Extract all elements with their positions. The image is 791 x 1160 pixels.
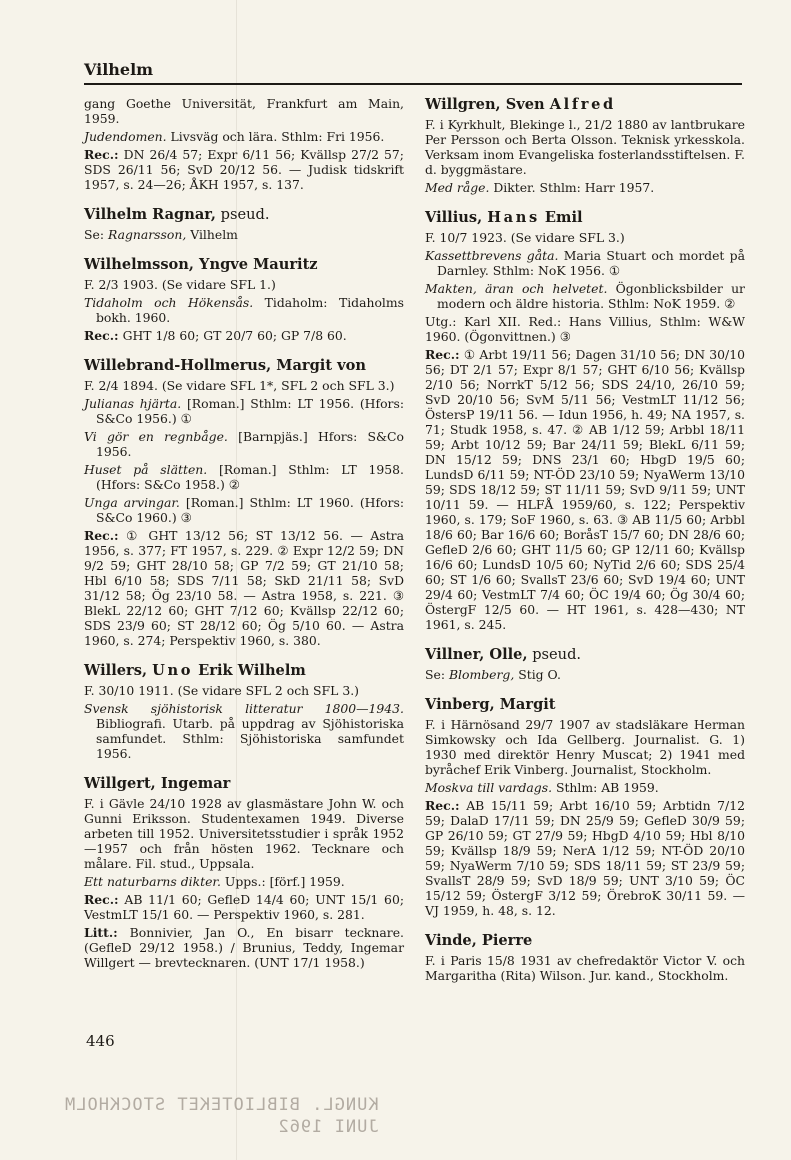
entry [84, 662, 404, 761]
name-text: Villner, Olle, [425, 646, 528, 663]
running-head: Vilhelm [84, 60, 154, 79]
entry [425, 696, 745, 918]
review-label: Rec.: [84, 328, 119, 343]
see-lead: Se: [425, 667, 445, 682]
work-title: Tidaholm och Hökensås. [84, 295, 254, 310]
review-list [84, 147, 404, 192]
name-part: Villius, [425, 209, 488, 226]
body-text: F. i Härnösand 29/7 1907 av stadsläkare Herman Simkowsky och Ida Gellberg. Journalist. G. 1) 1930 med direktör Henry Muscat; 2) 1941 med byråchef Erik Vinberg. Journalist, Stockholm. [425, 717, 745, 777]
review-label: Rec.: [84, 892, 119, 907]
name-text: Vilhelm Ragnar, [84, 206, 217, 223]
work-item [84, 429, 404, 459]
see-reference [425, 667, 745, 682]
work-title: Julianas hjärta. [84, 396, 182, 411]
entry [425, 96, 745, 195]
work-details: Maria Stuart och mordet på Darnley. Sthlm: NoK 1956. ① [437, 248, 745, 278]
name-text: Willgert, Ingemar [84, 775, 231, 792]
entry-name [425, 96, 745, 114]
body-text: F. 2/4 1894. (Se vidare SFL 1*, SFL 2 och SFL 3.) [84, 378, 395, 393]
work-item [84, 295, 404, 325]
name-text: Vinberg, Margit [425, 696, 556, 713]
review-label: Rec.: [84, 528, 119, 543]
entry [425, 646, 745, 682]
work-title: Makten, äran och helvetet. [425, 281, 608, 296]
work-item [84, 495, 404, 525]
work-item [84, 396, 404, 426]
review-text: GHT 1/8 60; GT 20/7 60; GP 7/8 60. [118, 328, 347, 343]
entry [84, 256, 404, 343]
body-text: F. i Paris 15/8 1931 av chefredaktör Victor V. och Margaritha (Rita) Wilson. Jur. kand., Stockholm. [425, 953, 745, 983]
see-rest: Stig O. [514, 667, 561, 682]
left-column [84, 96, 404, 984]
work-item [84, 874, 404, 889]
entry-name [425, 932, 745, 950]
work-details: Livsväg och lära. Sthlm: Fri 1956. [166, 129, 385, 144]
review-list [84, 892, 404, 922]
work-title: Vi gör en regnbåge. [84, 429, 228, 444]
review-list [84, 528, 404, 648]
entry [84, 206, 404, 242]
see-reference [84, 227, 404, 242]
entry-name [84, 256, 404, 274]
work-details: Ögonblicksbilder ur modern och äldre historia. Sthlm: NoK 1959. ② [437, 281, 745, 311]
entry [84, 775, 404, 970]
review-text: AB 11/1 60; GefleD 14/4 60; UNT 15/1 60; VestmLT 15/1 60. — Perspektiv 1960, s. 281. [84, 892, 404, 922]
name-text: Vinde, Pierre [425, 932, 533, 949]
name-suffix: pseud. [527, 646, 582, 663]
name-part: Alfred [549, 96, 616, 113]
stamp-line: KUNGL. BIBLIOTEKET STOCKHOLM [64, 1095, 379, 1115]
work-details: Dikter. Sthlm: Harr 1957. [489, 180, 655, 195]
review-text: ① GHT 13/12 56; ST 13/12 56. — Astra 1956, s. 377; FT 1957, s. 229. ② Expr 12/2 59; DN 9/2 59; GHT 28/10 58; GP 7/2 59; GT 21/10 58; Hbl 6/10 58; SDS 7/11 58; SkD 21/11 58; SvD 31/12 58; Ög 23/10 58. — Astra 1958, s. 221. ③ BlekL 22/12 60; GHT 7/12 60; Kvällsp 22/12 60; SDS 23/9 60; ST 28/12 60; Ög 5/10 60. — Astra 1960, s. 274; Perspektiv 1960, s. 380. [84, 528, 404, 648]
review-text: Bonnivier, Jan O., En bisarr tecknare. (GefleD 29/12 1958.) / Brunius, Teddy, Ingemar Willgert — brevtecknaren. (UNT 17/1 1958.) [84, 925, 404, 970]
entry-name [84, 775, 404, 793]
name-part: Hans [487, 209, 540, 226]
work-item [425, 281, 745, 311]
work-details: Upps.: [förf.] 1959. [220, 874, 345, 889]
entry-name [84, 206, 404, 224]
work-title: Huset på slätten. [84, 462, 208, 477]
body-text: F. 10/7 1923. (Se vidare SFL 3.) [425, 230, 625, 245]
work-item [425, 780, 745, 795]
work-title: Kassettbrevens gåta. [425, 248, 559, 263]
stamp-line: JUNI 1962 [277, 1117, 379, 1137]
name-part: Willers, [84, 662, 153, 679]
work-details: [Roman.] Sthlm: LT 1958. (Hfors: S&Co 1958.) ② [96, 462, 404, 492]
name-part: Willgren, Sven [425, 96, 550, 113]
name-part: Erik Wilhelm [193, 662, 306, 679]
right-column [425, 96, 745, 997]
see-target: Ragnarsson, [107, 227, 187, 242]
body-text: F. i Gävle 24/10 1928 av glasmästare John W. och Gunni Eriksson. Studentexamen 1949. Diverse arbeten till 1952. Universitetsstudier i språk 1952—1957 och från hösten 1962. Tecknare och målare. Fil. stud., Uppsala. [84, 796, 404, 871]
name-part: Uno [152, 662, 194, 679]
review-label: Rec.: [84, 147, 119, 162]
work-title: Moskva till vardags. [425, 780, 553, 795]
entry [84, 357, 404, 648]
see-rest: Vilhelm [186, 227, 238, 242]
work-title: Unga arvingar. [84, 495, 180, 510]
name-part: Emil [539, 209, 583, 226]
entry-name [84, 662, 404, 680]
review-text: DN 26/4 57; Expr 6/11 56; Kvällsp 27/2 57; SDS 26/11 56; SvD 20/12 56. — Judisk tidskrift 1957, s. 24—26; ÅKH 1957, s. 137. [84, 147, 404, 192]
work-details: Bibliografi. Utarb. på uppdrag av Sjöhistoriska samfundet. Sthlm: Sjöhistoriska samfundet 1956. [96, 716, 404, 761]
page-number: 446 [86, 1032, 115, 1050]
see-target: Blomberg, [448, 667, 515, 682]
review-list [84, 925, 404, 970]
name-suffix: pseud. [216, 206, 270, 223]
body-text: F. i Kyrkhult, Blekinge l., 21/2 1880 av lantbrukare Per Persson och Berta Olsson. Teknisk yrkesskola. Verksam inom Evangeliska fosterlandsstiftelsen. F. d. byggmästare. [425, 117, 745, 177]
name-text: Willebrand-Hollmerus, Margit von [84, 357, 366, 374]
work-details: Tidaholm: Tidaholms bokh. 1960. [96, 295, 404, 325]
library-stamp [64, 1094, 379, 1138]
work-title: Judendomen. [84, 129, 167, 144]
entry [425, 932, 745, 983]
review-list [425, 798, 745, 918]
entry [84, 96, 404, 192]
review-label: Rec.: [425, 798, 460, 813]
work-item [425, 180, 745, 195]
name-text: Wilhelmsson, Yngve Mauritz [84, 256, 318, 273]
review-list [84, 328, 404, 343]
entry-name [84, 357, 404, 375]
work-details: Sthlm: AB 1959. [552, 780, 659, 795]
see-lead: Se: [84, 227, 104, 242]
review-text: ① Arbt 19/11 56; Dagen 31/10 56; DN 30/10 56; DT 2/1 57; Expr 8/1 57; GHT 6/10 56; Kvällsp 2/10 56; NorrkT 5/12 56; SDS 24/10, 26/10 59; SvD 20/10 56; SvM 5/11 56; VestmLT 11/12 56; ÖstersP 19/11 56. — Idun 1956, h. 49; NA 1957, s. 71; Studk 1958, s. 47. ② AB 1/12 59; Arbbl 18/11 59; Arbt 10/12 59; Bar 24/11 59; BlekL 6/11 59; DN 15/12 59; DNS 23/1 60; HbgD 19/5 60; LundsD 6/11 59; NT-ÖD 23/10 59; NyaWerm 13/10 59; SDS 18/12 59; ST 11/11 59; SvD 9/11 59; UNT 10/11 59. — HLFÅ 1959/60, s. 122; Perspektiv 1960, s. 179; SoF 1960, s. 63. ③ AB 11/5 60; Arbbl 18/6 60; Bar 16/6 60; BoråsT 15/7 60; DN 28/6 60; GefleD 2/6 60; GHT 11/5 60; GP 12/11 60; Kvällsp 16/6 60; LundsD 10/5 60; NyTid 2/6 60; SDS 25/4 60; ST 1/6 60; SvallsT 23/6 60; SvD 19/4 60; UNT 29/4 60; VestmLT 7/4 60; ÖC 19/4 60; Ög 30/4 60; ÖstergF 12/5 60. — HT 1961, s. 428—430; NT 1961, s. 245. [425, 347, 745, 632]
work-item [84, 129, 404, 144]
entry [425, 209, 745, 632]
body-text: F. 30/10 1911. (Se vidare SFL 2 och SFL 3.) [84, 683, 359, 698]
work-details: [Roman.] Sthlm: LT 1956. (Hfors: S&Co 1956.) ① [96, 396, 404, 426]
entry-name [425, 696, 745, 714]
review-label: Litt.: [84, 925, 118, 940]
entry-name [425, 646, 745, 664]
work-item [84, 701, 404, 761]
work-details: [Barnpjäs.] Hfors: S&Co 1956. [96, 429, 404, 459]
review-list [425, 347, 745, 632]
work-details: [Roman.] Sthlm: LT 1960. (Hfors: S&Co 1960.) ③ [96, 495, 404, 525]
body-text: gang Goethe Universität, Frankfurt am Main, 1959. [84, 96, 404, 126]
review-label: Rec.: [425, 347, 460, 362]
header-rule [84, 83, 742, 85]
body-text: Utg.: Karl XII. Red.: Hans Villius, Sthlm: W&W 1960. (Ögonvittnen.) ③ [425, 314, 745, 344]
work-title: Svensk sjöhistorisk litteratur 1800—1943. [84, 701, 404, 716]
work-item [84, 462, 404, 492]
work-item [425, 248, 745, 278]
review-text: AB 15/11 59; Arbt 16/10 59; Arbtidn 7/12 59; DalaD 17/11 59; DN 25/9 59; GefleD 30/9 59; GP 26/10 59; GT 27/9 59; HbgD 4/10 59; Hbl 8/10 59; Kvällsp 18/9 59; NerA 1/12 59; NT-ÖD 20/10 59; NyaWerm 7/10 59; SDS 18/11 59; ST 23/9 59; SvallsT 28/9 59; SvD 18/9 59; UNT 3/10 59; ÖC 15/12 59; ÖstergF 3/12 59; ÖrebroK 30/11 59. — VJ 1959, h. 48, s. 12. [425, 798, 745, 918]
work-title: Med råge. [425, 180, 490, 195]
work-title: Ett naturbarns dikter. [84, 874, 221, 889]
body-text: F. 2/3 1903. (Se vidare SFL 1.) [84, 277, 276, 292]
entry-name [425, 209, 745, 227]
